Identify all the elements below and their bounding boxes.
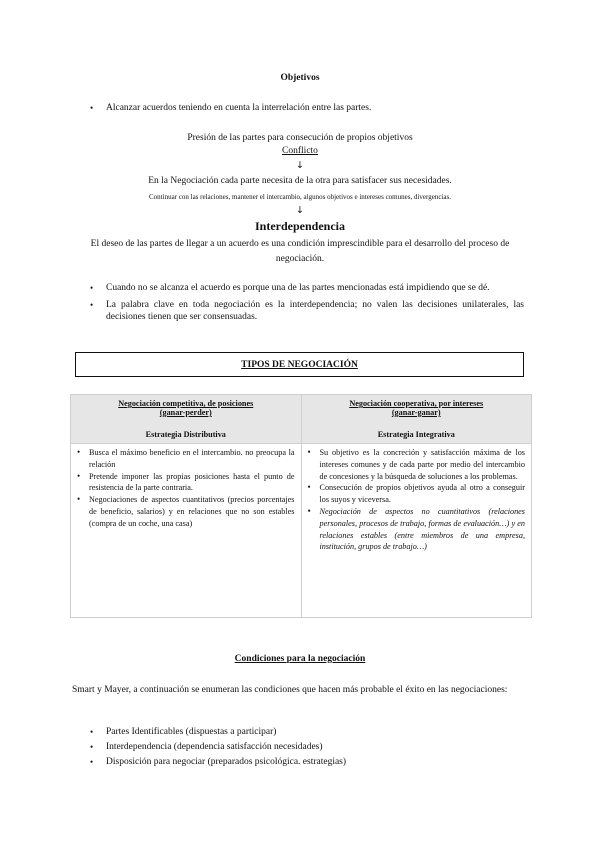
list-item: • Cuando no se alcanza el acuerdo es porque una de las partes mencionadas está impidiendo que se dé.: [88, 282, 524, 295]
main-bullets: [88, 282, 524, 324]
condiciones-heading: Condiciones para la negociación: [234, 654, 366, 664]
competitiva-subtitle: (ganar-perder): [159, 408, 212, 417]
competitiva-title: Negociación competitiva, de posiciones: [118, 399, 254, 408]
list-item: • Disposición para negociar (preparados psicológica. estrategias): [88, 755, 528, 770]
list-item: • Negociaciones de aspectos cuantitativos (precios porcentajes de beneficio, salarios) y en relaciones que no son estables (compra de un coche, una casa): [77, 494, 295, 529]
down-arrow-icon: ↓: [296, 160, 304, 171]
list-item: • Partes Identificables (dispuestas a participar): [88, 725, 528, 740]
cooperativa-list: [308, 447, 526, 553]
list-item: • Pretende imponer las propias posiciones hasta el punto de resistencia de la parte contraria.: [77, 471, 295, 495]
cooperativa-subtitle: (ganar-ganar): [391, 408, 441, 417]
list-item: • Consecución de propios objetivos ayuda al otro a conseguir los suyos y viceversa.: [308, 482, 526, 506]
objetivos-list: [88, 103, 528, 113]
table-cell-competitiva: [71, 444, 302, 618]
cooperativa-strategy: Estrategia Integrativa: [377, 430, 455, 439]
interdependencia-heading: Interdependencia: [255, 219, 345, 233]
table-header-cooperativa: [301, 395, 532, 444]
flow-line-presion: Presión de las partes para consecución de propios objetivos: [187, 133, 413, 143]
list-item: • Busca el máximo beneficio en el intercambio. no preocupa la relación: [77, 447, 295, 471]
list-item: • Alcanzar acuerdos teniendo en cuenta la interrelación entre las partes.: [88, 103, 528, 113]
condiciones-list: [88, 725, 528, 770]
negotiation-types-table: [70, 394, 532, 618]
tipos-title: TIPOS DE NEGOCIACIÓN: [241, 359, 358, 370]
flow-line-necesidades: En la Negociación cada parte necesita de la otra para satisfacer sus necesidades.: [148, 176, 452, 186]
list-item: • Su objetivo es la concreción y satisfacción máxima de los intereses comunes y de cada parte por medio del intercambio de concesiones y la búsqueda de soluciones a los problemas.: [308, 447, 526, 482]
competitiva-list: [77, 447, 295, 530]
competitiva-strategy: Estrategia Distributiva: [145, 430, 226, 439]
table-header-competitiva: [71, 395, 302, 444]
down-arrow-icon: ↓: [296, 205, 304, 216]
objetivos-heading: Objetivos: [280, 73, 320, 83]
list-item: • La palabra clave en toda negociación es la interdependencia; no valen las decisiones unilaterales, las decisiones tienen que ser consensuadas.: [88, 299, 524, 324]
flow-line-relaciones: Continuar con las relaciones, mantener el intercambio, algunos objetivos e intereses comunes, divergencias.: [149, 193, 451, 201]
table-cell-cooperativa: [301, 444, 532, 618]
flow-conflicto: Conflicto: [282, 146, 318, 156]
list-item: • Interdependencia (dependencia satisfacción necesidades): [88, 740, 528, 755]
tipos-title-box: [75, 352, 524, 377]
condiciones-intro: Smart y Mayer, a continuación se enumeran las condiciones que hacen más probable el éxito en las negociaciones:: [72, 685, 508, 695]
cooperativa-title: Negociación cooperativa, por intereses: [349, 399, 484, 408]
list-item: • Negociación de aspectos no cuantitativos (relaciones personales, procesos de trabajo, formas de evaluación…) y en relaciones estables (entre miembros de una empresa, institución, grupos de trabajo…): [308, 506, 526, 553]
flow-paragraph: El deseo de las partes de llegar a un acuerdo es una condición imprescindible para el desarrollo del proceso de negociación.: [90, 239, 510, 264]
